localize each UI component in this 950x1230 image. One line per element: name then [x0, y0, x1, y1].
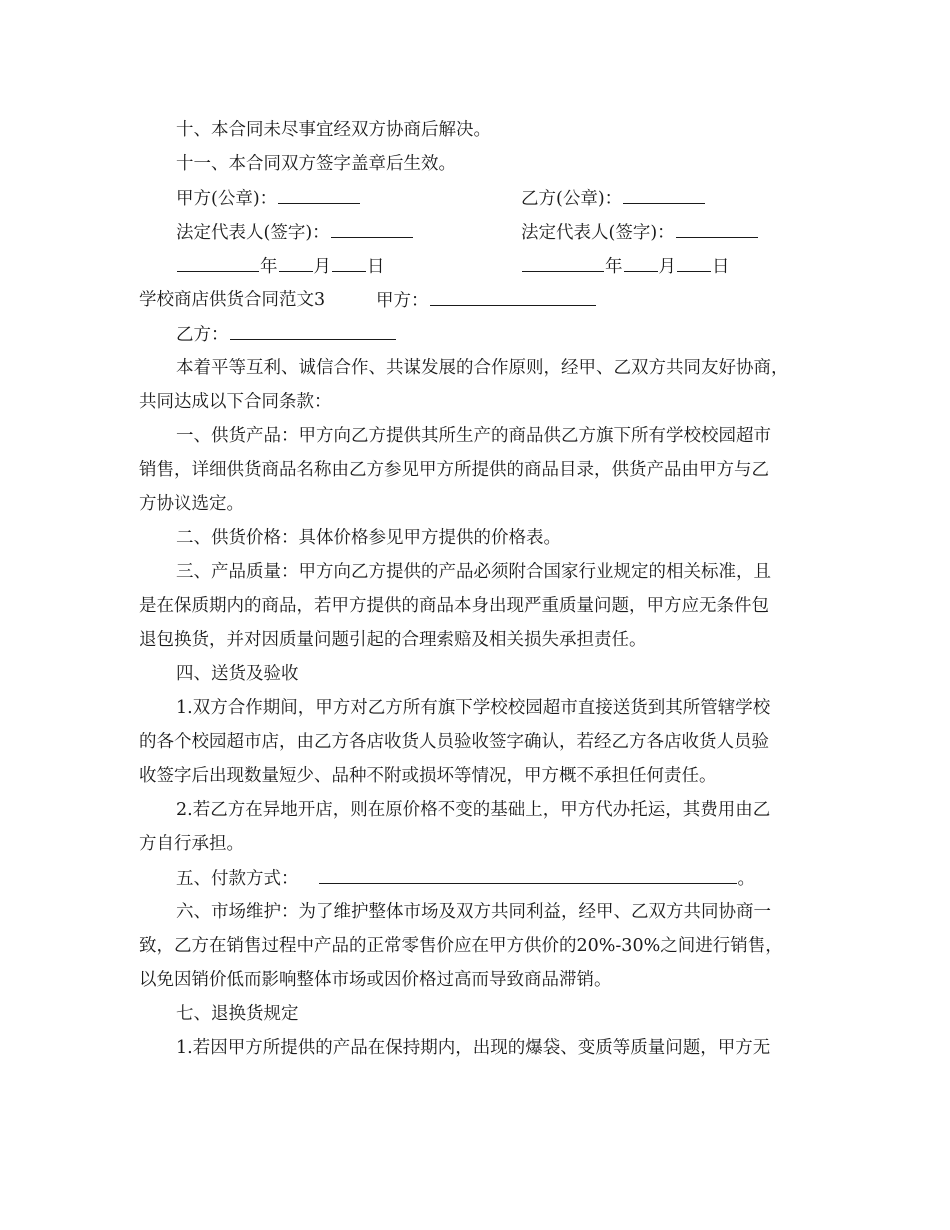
clause-6-line-1: 六、市场维护：为了维护整体市场及双方共同利益，经甲、乙双方共同协商一 — [176, 902, 771, 922]
party-b-seal-blank — [623, 187, 705, 204]
clause-11: 十一、本合同双方签字盖章后生效。 — [176, 154, 456, 174]
day-blank — [332, 255, 366, 272]
clause-4-1-line-2: 的各个校园超市店，由乙方各店收货人员验收签字确认，若经乙方各店收货人员验 — [139, 732, 769, 752]
preamble-line-1: 本着平等互利、诚信合作、共谋发展的合作原则，经甲、乙双方共同友好协商， — [176, 358, 789, 378]
clause-7-1-line-1: 1.若因甲方所提供的产品在保持期内，出现的爆袋、变质等质量问题，甲方无 — [176, 1038, 771, 1058]
party-b-seal-label: 乙方(公章)： — [521, 187, 706, 210]
party-a-seal-blank — [278, 187, 360, 204]
clause-7-heading: 七、退换货规定 — [176, 1004, 299, 1024]
clause-4-2-line-2: 方自行承担。 — [139, 834, 244, 854]
year-blank — [177, 255, 259, 272]
party-a-blank — [430, 289, 596, 306]
party-b-representative-blank — [676, 221, 758, 238]
year-blank — [522, 255, 604, 272]
clause-3-line-1: 三、产品质量：甲方向乙方提供的产品必须附合国家行业规定的相关标准，且 — [176, 562, 771, 582]
party-a-label: 甲方： — [376, 289, 597, 312]
clause-4-heading: 四、送货及验收 — [176, 664, 299, 684]
preamble-line-2: 共同达成以下合同条款： — [139, 392, 332, 412]
clause-1-line-3: 方协议选定。 — [139, 494, 244, 514]
contract-title: 学校商店供货合同范文3 — [139, 290, 326, 310]
party-a-date: 年 月 日 — [176, 255, 385, 278]
clause-4-1-line-3: 收签字后出现数量短少、品种不附或损坏等情况，甲方概不承担任何责任。 — [139, 766, 717, 786]
clause-1-line-1: 一、供货产品：甲方向乙方提供其所生产的商品供乙方旗下所有学校校园超市 — [176, 426, 771, 446]
party-b-blank — [230, 323, 396, 340]
party-b-date: 年 月 日 — [521, 255, 730, 278]
payment-method-blank — [319, 867, 737, 884]
clause-6-line-3: 以免因销价低而影响整体市场或因价格过高而导致商品滞销。 — [139, 970, 612, 990]
party-a-representative-label: 法定代表人(签字)： — [176, 221, 414, 244]
clause-6-line-2: 致，乙方在销售过程中产品的正常零售价应在甲方供价的20%-30%之间进行销售， — [139, 936, 783, 956]
clause-4-1-line-1: 1.双方合作期间，甲方对乙方所有旗下学校校园超市直接送货到其所管辖学校 — [176, 698, 771, 718]
month-blank — [279, 255, 313, 272]
clause-5: 五、付款方式： 。 — [176, 869, 755, 889]
clause-4-2-line-1: 2.若乙方在异地开店，则在原价格不变的基础上，甲方代办托运，其费用由乙 — [176, 800, 771, 820]
party-b-label: 乙方： — [176, 323, 397, 346]
clause-3-line-2: 是在保质期内的商品，若甲方提供的商品本身出现严重质量问题，甲方应无条件包 — [139, 596, 769, 616]
clause-1-line-2: 销售，详细供货商品名称由乙方参见甲方所提供的商品目录，供货产品由甲方与乙 — [139, 460, 769, 480]
clause-3-line-3: 退包换货，并对因质量问题引起的合理索赔及相关损失承担责任。 — [139, 630, 647, 650]
clause-2: 二、供货价格：具体价格参见甲方提供的价格表。 — [176, 528, 561, 548]
party-a-representative-blank — [331, 221, 413, 238]
party-a-seal-label: 甲方(公章)： — [176, 187, 361, 210]
party-b-representative-label: 法定代表人(签字)： — [521, 221, 759, 244]
clause-10: 十、本合同未尽事宜经双方协商后解决。 — [176, 120, 491, 140]
day-blank — [677, 255, 711, 272]
month-blank — [624, 255, 658, 272]
